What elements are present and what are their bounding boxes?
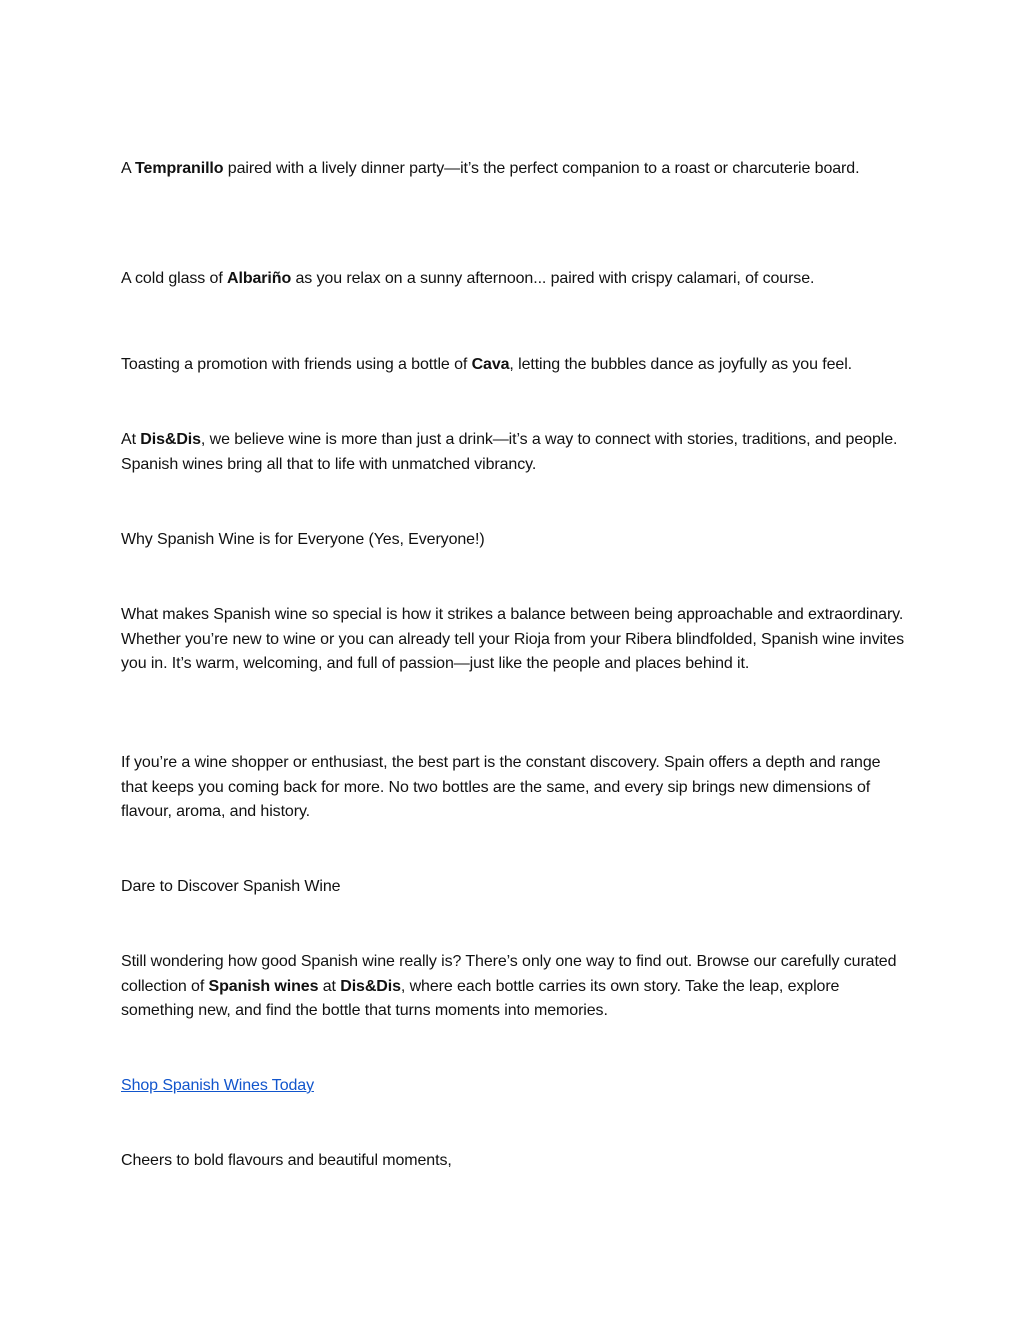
paragraph-albarino [121, 267, 911, 292]
paragraph-cava [121, 353, 911, 378]
section-heading-dare-to-discover: Dare to Discover Spanish Wine [121, 878, 341, 895]
paragraph-text: , where each bottle carries its own story. Take the leap, explore something new, and find the bottle that turns moments into memories. [121, 977, 840, 1019]
paragraph-constant-discovery: If you’re a wine shopper or enthusiast, the best part is the constant discovery. Spain offers a depth and range that keeps you coming back for more. No two bottles are the same, and every sip brings new dimensions of flavour, aroma, and history. [121, 754, 881, 820]
brand-name: Dis&Dis [340, 977, 401, 995]
paragraph-text: A [121, 160, 136, 177]
shop-spanish-wines-link[interactable]: Shop Spanish Wines Today [121, 1077, 314, 1094]
paragraph-tempranillo [121, 157, 911, 182]
paragraph-text: At [121, 431, 141, 448]
wine-name-albarino: Albariño [227, 270, 292, 287]
paragraph-text: at [318, 977, 341, 995]
paragraph-still-wondering [121, 950, 911, 1024]
closing-line: Cheers to bold flavours and beautiful moments, [121, 1152, 452, 1169]
paragraph-text: , we believe wine is more than just a drink—it’s a way to connect with stories, traditions, and people. Spanish wines bring all that to life with unmatched vibrancy. [121, 431, 898, 473]
brand-name: Dis&Dis [140, 431, 201, 448]
paragraph-about-disdis [121, 428, 911, 477]
shop-link-paragraph [121, 1074, 911, 1099]
wine-name-tempranillo: Tempranillo [135, 160, 224, 177]
paragraph-text: as you relax on a sunny afternoon... paired with crispy calamari, of course. [291, 270, 815, 287]
paragraph-text: paired with a lively dinner party—it’s the perfect companion to a roast or charcuterie board. [223, 160, 860, 177]
section-heading-why-spanish-wine: Why Spanish Wine is for Everyone (Yes, Everyone!) [121, 531, 485, 548]
spanish-wines-bold: Spanish wines [208, 977, 319, 995]
paragraph-what-makes-special: What makes Spanish wine so special is how it strikes a balance between being approachable and extraordinary. Whether you’re new to wine or you can already tell your Rioja from your Ribera blindfolded, Spanish wine invites you in. It’s warm, welcoming, and full of passion—just like the people and places behind it. [121, 606, 904, 672]
paragraph-text: , letting the bubbles dance as joyfully as you feel. [509, 356, 852, 373]
paragraph-text: A cold glass of [121, 270, 228, 287]
wine-name-cava: Cava [471, 356, 510, 373]
paragraph-text: Toasting a promotion with friends using a bottle of [121, 356, 472, 373]
paragraph-text: Still wondering how good Spanish wine really is? There’s only one way to find out. Browse our carefully curated collection of [121, 953, 897, 995]
